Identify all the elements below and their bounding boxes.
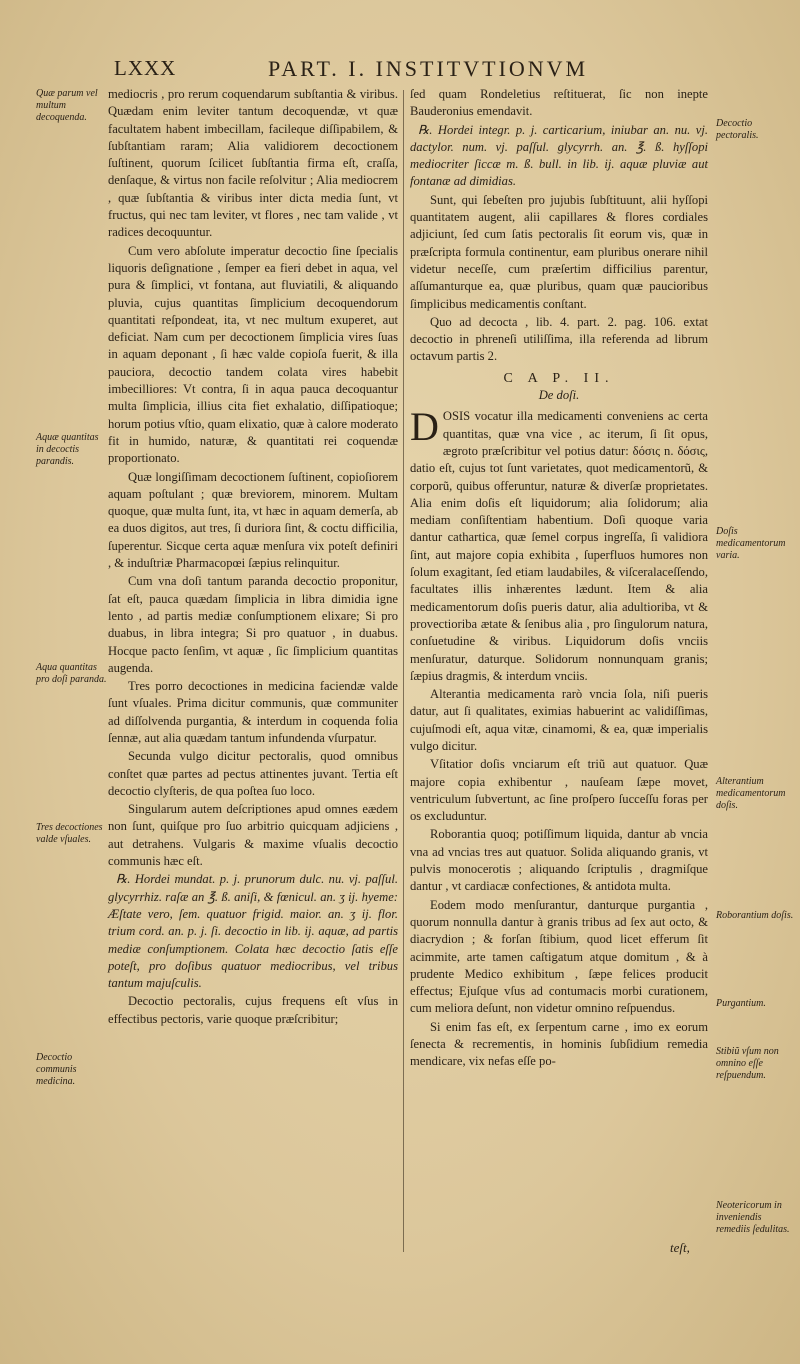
paragraph: Vſitatior doſis vnciarum eſt triũ aut quatuor. Quæ majore copia exhibentur , nauſeam ſæpe movet, ventriculum ſubvertunt, ac ſine proſpero ſucceſſu foras per os excluduntur. <box>410 757 708 824</box>
margin-note-right: Doſis medicamentorum varia. <box>716 526 786 561</box>
left-column <box>108 86 398 1029</box>
right-column <box>410 86 708 1072</box>
margin-note-right: Purgantium. <box>716 998 766 1009</box>
margin-note-right: Neotericorum in inveniendis remediis ſedulitas. <box>716 1200 790 1235</box>
recipe-paragraph: ℞. Hordei mundat. p. j. prunorum dulc. nu. vj. paſſul. glycyrrhiz. raſæ an ℥. ß. aniſi, & fœnicul. an. ʒ ij. hyeme: Æſtate vero, ſem. quatuor frigid. maior. an. ʒ ij. flor. trium cord. an. p. j. ſi. decoctio in lib. ij. aquæ, ad partis mediæ conſumptionem. Colata hæc decoctio ſatis eſſe poteſt, pro doſibus quatuor mediocribus, vel tribus tantum majuſculis. <box>108 872 398 991</box>
paragraph: Alterantia medicamenta rarò vncia ſola, niſi pueris datur, aut ſi qualitates, eximias habuerint ac validiſſimas, cujuſmodi eſt, aqua vitæ, cinamomi, & ea, quæ imperialis vulgo dicitur. <box>410 687 708 753</box>
catchword: teſt, <box>670 1240 690 1255</box>
recipe-paragraph: ℞. Hordei integr. p. j. carticarium, iniubar an. nu. vj. dactylor. num. vj. paſſul. glycyrrh. an. ℥. ß. hyſſopi mediocriter ſiccæ m. ß. bull. in lib. ij. aquæ pluviæ aut fontanæ ad dimidias. <box>410 122 708 189</box>
chapter-subtitle: De doſi. <box>538 388 580 403</box>
paragraph: Quæ longiſſimam decoctionem ſuſtinent, copioſiorem aquam poſtulant ; quæ breviorem, minorem. Multam quoque, quæ multa ſunt, ita, vt hæc in aquam demerſa, ab ea duos digitos, aut tres, ſi duriora ſint, & coctu difficilia, ſuperentur. Sicque certa aquæ menſura vix poteſt definiri , & induſtriæ Pharmacopœi ſæpius relinquitur. <box>108 469 398 571</box>
margin-note-right: Stibiũ vſum non omnino eſſe reſpuendum. <box>716 1046 779 1081</box>
paragraph: Secunda vulgo dicitur pectoralis, quod omnibus conſtet quæ partes ad pectus attinentes juvant. Tertia eſt decoctio clyſteris, de qua poſtea ſuo loco. <box>108 749 398 798</box>
chapter-paragraph <box>410 404 708 685</box>
paragraph: Decoctio pectoralis, cujus frequens eſt vſus in effectibus pectoris, varie quoque præſcribitur; <box>108 994 398 1026</box>
page-number: LXXX <box>114 56 177 80</box>
paragraph: Tres porro decoctiones in medicina faciendæ valde ſunt vſuales. Prima dicitur communis, quæ communiter ad diſſolvenda purgantia, & interdum in coquenda folia ſennæ, aut alia quædam tantum infundenda vſurpatur. <box>108 679 398 745</box>
margin-note-left: Decoctio communis medicina. <box>36 1052 77 1087</box>
paragraph: Eodem modo menſurantur, danturque purgantia , quorum nonnulla dantur à granis tribus ad ſex aut octo, & diacrydion ; & forſan ſtibium, quod licet efferum ſit acimmite, arte tamen caſtigatum atque domitum , & à prudente Medico exhibitum , ſæpe felices producit effectus; Ejuſque vſus ad contumacis morbi curationem, cum meliora deſunt, non videtur omnino reſpuendus. <box>410 897 708 1016</box>
paragraph: Roborantia quoq; potiſſimum liquida, dantur ab vncia vna ad vncias tres aut quatuor. Solida aliquando granis, vt pulvis monocerotis ; aliquando ſcriptulis , dragmiſque dantur , vt cardiacæ confectiones, & antidota multa. <box>410 827 708 894</box>
margin-note-left: Aquæ quantitas in decoctis parandis. <box>36 432 99 467</box>
column-divider <box>403 90 404 1252</box>
margin-note-right: Alterantium medicamentorum doſis. <box>716 776 786 811</box>
paragraph: Si enim fas eſt, ex ſerpentum carne , imo ex eorum ſenecta & recrementis, in hominis ſubſidium remedia mendicare, vix nefas eſſe po- <box>410 1019 708 1069</box>
paragraph: Singularum autem deſcriptiones apud omnes eædem non ſunt, quiſque pro ſuo arbitrio quicquam adjiciens , aut detrahens. Vulgaris & maxime vſualis decoctio communis hæc eſt. <box>108 802 398 869</box>
margin-note-left: Tres decoctiones valde vſuales. <box>36 822 103 845</box>
running-title: PART. I. INSTITVTIONVM <box>268 56 589 81</box>
margin-note-left: Quæ parum vel multum decoquenda. <box>36 88 98 123</box>
drop-capital: D <box>410 404 439 450</box>
paragraph: mediocris , pro rerum coquendarum subſtantia & viribus. Quædam enim leviter tantum decoquendæ, vt quæ facultatem habent imbecillam, facileque diſſipabilem, & ſubſtantiam raram; Alia validiorem decoctionem ſuſtinent, quorum ſcilicet ſubſtantia firma eſt, craſſa, denſaque, & virtus non facile reſolvitur ; Alia mediocrem , quæ ſubſtantia & viribus inter dicta media ſunt, vt fructus, qui nec tam leviter, vt flores , nec tam valide , vt radices decoquuntur. <box>108 87 398 240</box>
paragraph: Cum vero abſolute imperatur decoctio ſine ſpecialis liquoris deſignatione , ſemper ea fieri debet in aqua, vel pura & ſimplici, vt fontana, aut fluviatili, & aliquando pluvia, cujus quantitas ſimplicium decoquendorum quantitati reſpondeat, ita, vt nec multum exuperet, aut deficiat. Nam cum per decoctionem ſimplicia vires ſuas in aquam deponant , ſi hæc valde copioſa fuerit, & illa pauciora, decoctio tandem colata vires habebit imbecilliores: Vt contra, ſi in aqua pauca decoquantur multa ſimplicia, illius cita fiet exhalatio, diſſipatioque; horum potius vſtio, quam elixatio, quæ à calore moderato fit in humido, naturæ, & quantitati rei coquendæ proportionato. <box>108 243 398 466</box>
running-header <box>0 56 800 86</box>
chapter-paragraph-text: OSIS vocatur illa medicamenti conveniens ac certa quantitas, quæ vna vice , ac iterum, ſi ſit opus, ægroto præſcribitur vel potius datur: δόσις n. δόσις, datio eſt, cujus tot ſunt varietates, quot medicamentorũ, & corporũ, quibus offeruntur, naturæ & diverſæ proprietates. Alia enim doſis eſt liquidorum; alia ſolidorum; alia mediam conſiſtentiam habentium. Doſi quoque varia dantur cathartica, quæ ſemel corpus ingreſſa, ſi validiora ſint, aut majore copia exhibita , ſuperfluos humores non ſolum exagitant, ſed etiam laudabiles, & viſceralaceſſendo, facultates illis inhærentes lædunt. Item & alia medicamentorum doſis pueris datur, alia adultioriba, vt & provectioriba ætate & ſenibus alia , pro ſingulorum natura, conſuetudine & viribus. Liquidorum doſis vnciis menſuratur, daturque. Solidorum nonnunquam granis; ſæpius dragmis, & interdum vnciis. <box>410 409 708 683</box>
paragraph: ſed quam Rondeletius reſtituerat, ſic non inepte Bauderonius emendavit. <box>410 87 708 119</box>
paragraph: Quo ad decocta , lib. 4. part. 2. pag. 106. extat decoctio in phreneſi utiliſſima, illa referenda ad librum octavum partis 2. <box>410 314 708 364</box>
paragraph: Cum vna doſi tantum paranda decoctio proponitur, ſat eſt, pauca quædam ſimplicia in libra dimidia igne lento , ad partis mediæ conſumptionem elixare; Si pro duabus, in libra integra; Si pro quatuor , in duabus. Hocque pacto ſenſim, vt aquæ , ſic ſimplicium quantitas augenda. <box>108 574 398 675</box>
paragraph: Sunt, qui ſebeſten pro jujubis ſubſtituunt, alii hyſſopi quantitatem augent, alii capillares & flores cordiales adjiciunt, ſed cum ſatis pectoralis ſit eorum vis, quæ in præſcripta formula continentur, eam pluribus onerare nihil videtur neceſſe, cum præſertim difficilius parentur, aſſumanturque ea, quæ pluribus, quam quæ paucioribus ſimplicibus medicamentis conſtant. <box>410 192 708 311</box>
chapter-heading: C A P. II. <box>503 370 615 386</box>
margin-note-left: Aqua quantitas pro doſi paranda. <box>36 662 107 685</box>
margin-note-right: Roborantium doſis. <box>716 910 794 921</box>
margin-note-right: Decoctio pectoralis. <box>716 118 759 141</box>
